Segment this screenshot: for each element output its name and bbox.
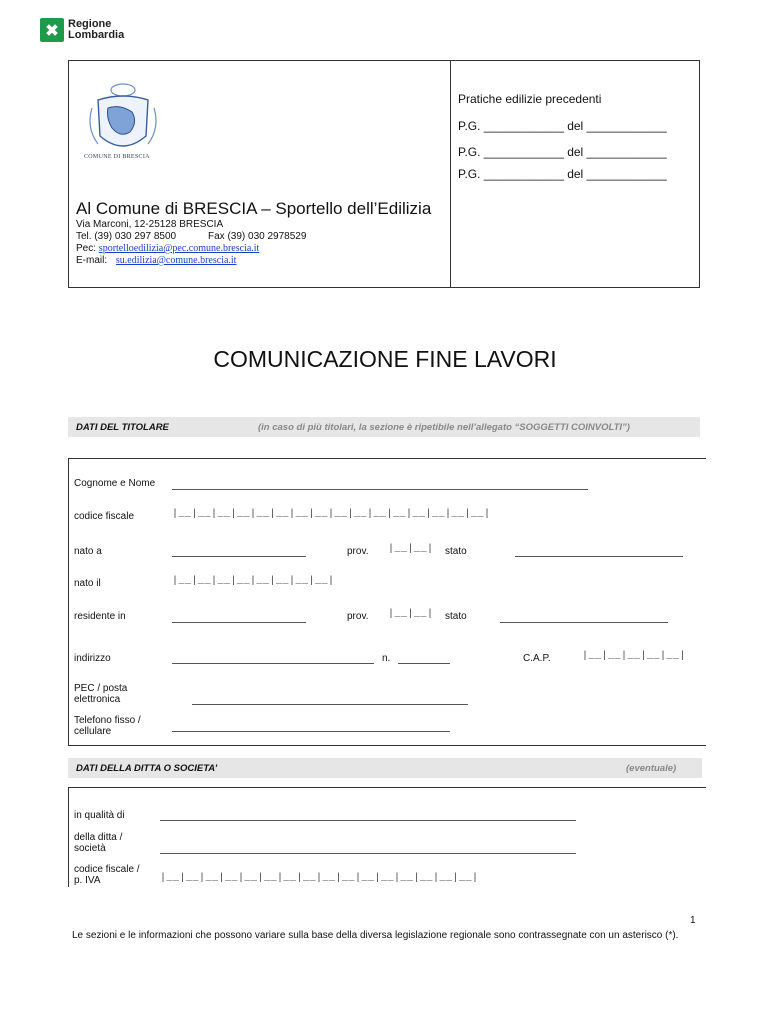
nato-stato-field[interactable]	[515, 556, 683, 557]
residente-field[interactable]	[172, 622, 306, 623]
page-title: COMUNICAZIONE FINE LAVORI	[213, 346, 557, 372]
email-link[interactable]: su.edilizia@comune.brescia.it	[115, 255, 237, 266]
indirizzo-label: indirizzo	[74, 653, 111, 664]
ditta-band-label: DATI DELLA DITTA O SOCIETA’	[76, 763, 218, 774]
nato-prov-label: prov.	[347, 546, 369, 557]
ditta-form	[68, 787, 706, 887]
telefono-label: Telefono fisso / cellulare	[74, 715, 141, 737]
address-fax: Fax (39) 030 2978529	[208, 231, 307, 242]
email-label: E-mail:	[76, 255, 108, 266]
cap-field[interactable]: |__|__|__|__|__|	[582, 651, 687, 662]
res-prov-label: prov.	[347, 611, 369, 622]
nato-a-field[interactable]	[172, 556, 306, 557]
pec-field[interactable]	[192, 704, 468, 705]
ditta-band-note: (eventuale)	[626, 763, 677, 774]
ditta-cf-label: codice fiscale / p. IVA	[74, 864, 140, 886]
header-divider	[450, 60, 451, 288]
pratiche-title: Pratiche edilizie precedenti	[458, 92, 602, 106]
nato-il-field[interactable]: |__|__|__|__|__|__|__|__|	[172, 576, 335, 587]
address-tel: Tel. (39) 030 297 8500	[76, 231, 177, 242]
ditta-label: della ditta / società	[74, 832, 123, 854]
address-title: Al Comune di BRESCIA – Sportello dell’Edilizia	[76, 199, 432, 218]
cf-field[interactable]: |__|__|__|__|__|__|__|__|__|__|__|__|__|__|__|__|	[172, 509, 491, 520]
qualita-label: in qualità di	[74, 810, 125, 821]
cap-label: C.A.P.	[523, 653, 551, 664]
address-street: Via Marconi, 12-25128 BRESCIA	[76, 219, 224, 230]
telefono-field[interactable]	[172, 731, 450, 732]
rose-camuna-icon	[40, 18, 64, 42]
titolare-form	[68, 458, 706, 746]
nato-il-label: nato il	[74, 578, 101, 589]
residente-label: residente in	[74, 611, 126, 622]
ditta-cf-field[interactable]: |__|__|__|__|__|__|__|__|__|__|__|__|__|__|__|__|	[160, 873, 479, 884]
pec-field-label: PEC / posta elettronica	[74, 683, 128, 705]
regione-lombardia-logo	[40, 18, 124, 42]
ditta-field[interactable]	[160, 853, 576, 854]
res-stato-label: stato	[445, 611, 467, 622]
titolare-band-note: (in caso di più titolari, la sezione è ripetibile nell’allegato “SOGGETTI COINVOLTI”)	[258, 422, 630, 433]
cognome-field[interactable]	[172, 489, 588, 490]
footer-note: Le sezioni e le informazioni che possono variare sulla base della diversa legislazione regionale sono contrassegnate con un asterisco (*).	[72, 930, 679, 941]
cognome-label: Cognome e Nome	[74, 478, 156, 489]
pratiche-row-2[interactable]: P.G. ____________ del ____________	[458, 145, 667, 159]
civico-field[interactable]	[398, 663, 450, 664]
civico-label: n.	[382, 653, 391, 664]
titolare-band-label: DATI DEL TITOLARE	[76, 422, 169, 433]
res-stato-field[interactable]	[500, 622, 668, 623]
brand-line2: Lombardia	[68, 29, 125, 41]
res-prov-field[interactable]: |__|__|	[388, 609, 434, 620]
nato-stato-label: stato	[445, 546, 467, 557]
pec-link[interactable]: sportelloedilizia@pec.comune.brescia.it	[98, 243, 260, 254]
pratiche-row-3[interactable]: P.G. ____________ del ____________	[458, 167, 667, 181]
seal-caption: COMUNE DI BRESCIA	[84, 154, 150, 160]
cf-label: codice fiscale	[74, 511, 135, 522]
pec-label: Pec:	[76, 243, 97, 254]
indirizzo-field[interactable]	[172, 663, 374, 664]
brand-line1: Regione	[68, 18, 112, 30]
nato-a-label: nato a	[74, 546, 102, 557]
nato-prov-field[interactable]: |__|__|	[388, 544, 434, 555]
pratiche-row-1[interactable]: P.G. ____________ del ____________	[458, 119, 667, 133]
qualita-field[interactable]	[160, 820, 576, 821]
page-number: 1	[690, 915, 696, 926]
